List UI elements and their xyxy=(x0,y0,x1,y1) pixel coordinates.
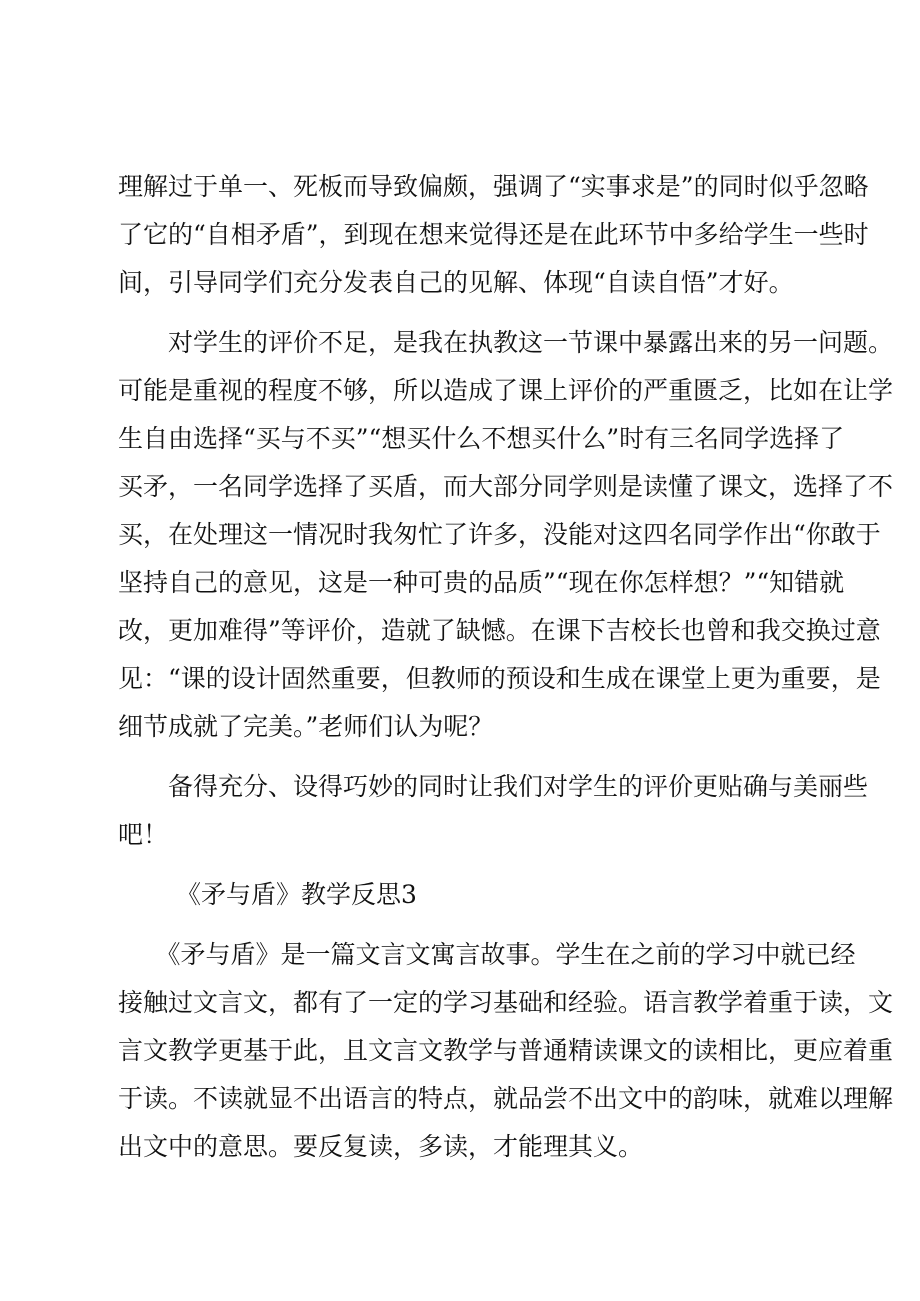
text-line: 备得充分、设得巧妙的同时让我们对学生的评价更贴确与美丽些 xyxy=(118,772,869,801)
paragraph-4 xyxy=(118,931,894,1171)
paragraph-2 xyxy=(118,319,894,751)
text-line: 《矛与盾》是一篇文言文寓言故事。学生在之前的学习中就已经 xyxy=(118,940,856,969)
text-line: 可能是重视的程度不够，所以造成了课上评价的严重匮乏，比如在让学 xyxy=(118,376,894,405)
text-line: 出文中的意思。要反复读，多读，才能理其义。 xyxy=(118,1132,644,1161)
text-line: 买矛，一名同学选择了买盾，而大部分同学则是读懂了课文，选择了不 xyxy=(118,472,894,501)
section-title: 《矛与盾》教学反思3 xyxy=(176,880,417,909)
text-line: 细节成就了完美。”老师们认为呢？ xyxy=(118,712,494,741)
paragraph-1 xyxy=(118,163,869,307)
text-line: 对学生的评价不足，是我在执教这一节课中暴露出来的另一问题。 xyxy=(118,328,894,357)
text-line: 改，更加难得”等评价，造就了缺憾。在课下吉校长也曾和我交换过意 xyxy=(118,616,881,645)
text-line: 理解过于单一、死板而导致偏颇，强调了“实事求是”的同时似乎忽略 xyxy=(118,172,869,201)
text-line: 见：“课的设计固然重要，但教师的预设和生成在课堂上更为重要，是 xyxy=(118,664,881,693)
text-line: 生自由选择“买与不买”“想买什么不想买什么”时有三名同学选择了 xyxy=(118,424,845,453)
text-line: 言文教学更基于此，且文言文教学与普通精读课文的读相比，更应着重 xyxy=(118,1036,894,1065)
paragraph-gap xyxy=(118,859,838,871)
text-line: 接触过文言文，都有了一定的学习基础和经验。语言教学着重于读，文 xyxy=(118,988,894,1017)
text-line: 了它的“自相矛盾”，到现在想来觉得还是在此环节中多给学生一些时 xyxy=(118,220,869,249)
section-heading xyxy=(118,871,838,919)
text-line: 吧！ xyxy=(118,820,169,849)
paragraph-gap xyxy=(118,307,838,319)
text-line: 间，引导同学们充分发表自己的见解、体现“自读自悟”才好。 xyxy=(118,268,794,297)
paragraph-gap xyxy=(118,919,838,931)
paragraph-gap xyxy=(118,751,838,763)
paragraph-3 xyxy=(118,763,869,859)
text-line: 买，在处理这一情况时我匆忙了许多，没能对这四名同学作出“你敢于 xyxy=(118,520,881,549)
text-line: 于读。不读就显不出语言的特点，就品尝不出文中的韵味，就难以理解 xyxy=(118,1084,894,1113)
document-body xyxy=(118,163,894,1171)
text-line: 坚持自己的意见，这是一种可贵的品质”“现在你怎样想？”“知错就 xyxy=(118,568,845,597)
